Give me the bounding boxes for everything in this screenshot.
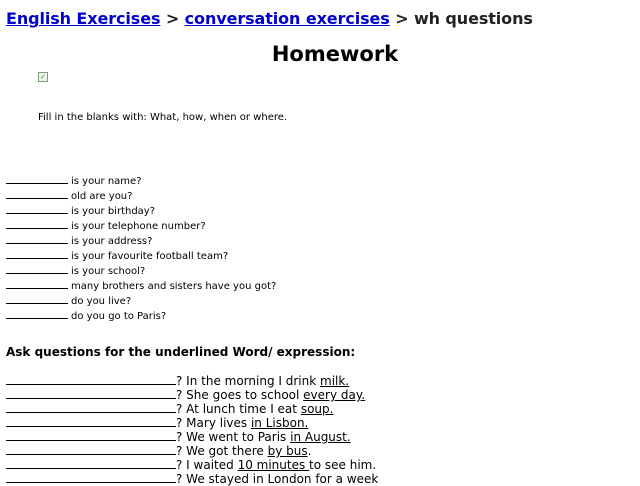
underlined-expression: in August.	[290, 430, 351, 444]
fill-in-item	[6, 263, 276, 278]
answer-blank[interactable]	[6, 218, 68, 229]
question-text: is your school?	[71, 266, 146, 277]
sentence-text: ? I waited	[176, 458, 238, 472]
answer-blank[interactable]	[6, 415, 176, 427]
answer-blank[interactable]	[6, 443, 176, 455]
sentence-text: ? We stayed in London for a week	[176, 472, 379, 486]
answer-blank[interactable]	[6, 471, 176, 483]
sentence-suffix: to see him.	[309, 458, 377, 472]
answer-blank[interactable]	[6, 308, 68, 319]
fill-in-item	[6, 293, 276, 308]
fill-in-list	[6, 173, 276, 323]
question-text: is your telephone number?	[71, 221, 206, 232]
answer-blank[interactable]	[6, 203, 68, 214]
ask-question-item	[6, 471, 378, 485]
answer-blank[interactable]	[6, 401, 176, 413]
ask-questions-heading: Ask questions for the underlined Word/ expression:	[6, 345, 356, 359]
sentence-text: ? In the morning I drink	[176, 374, 320, 388]
question-text: old are you?	[71, 191, 133, 202]
fill-in-item	[6, 248, 276, 263]
question-text: is your birthday?	[71, 206, 156, 217]
ask-question-item	[6, 415, 378, 429]
ask-question-item	[6, 387, 378, 401]
answer-blank[interactable]	[6, 173, 68, 184]
underlined-expression: by bus	[267, 444, 308, 458]
question-text: many brothers and sisters have you got?	[71, 281, 277, 292]
sentence-text: ? Mary lives	[176, 416, 251, 430]
answer-blank[interactable]	[6, 278, 68, 289]
question-text: do you live?	[71, 296, 132, 307]
breadcrumb-separator: >	[395, 9, 409, 28]
ask-question-item	[6, 443, 378, 457]
answer-blank[interactable]	[6, 457, 176, 469]
fill-in-item	[6, 233, 276, 248]
underlined-expression: every day.	[303, 388, 366, 402]
ask-question-item	[6, 373, 378, 387]
answer-blank[interactable]	[6, 387, 176, 399]
ask-question-item	[6, 401, 378, 415]
fill-in-item	[6, 278, 276, 293]
sentence-text: ? She goes to school	[176, 388, 304, 402]
breadcrumb-link-english-exercises[interactable]: English Exercises	[6, 9, 161, 28]
question-text: is your address?	[71, 236, 153, 247]
fill-in-item	[6, 188, 276, 203]
underlined-expression: soup.	[300, 402, 334, 416]
answer-blank[interactable]	[6, 263, 68, 274]
answer-blank[interactable]	[6, 248, 68, 259]
breadcrumb-current: wh questions	[413, 9, 533, 28]
checked-checkbox-icon: ✓	[38, 72, 48, 82]
breadcrumb-link-conversation-exercises[interactable]: conversation exercises	[184, 9, 390, 28]
underlined-expression: in Lisbon.	[250, 416, 309, 430]
sentence-text: ? At lunch time I eat	[176, 402, 301, 416]
fill-in-item	[6, 218, 276, 233]
answer-blank[interactable]	[6, 429, 176, 441]
answer-blank[interactable]	[6, 293, 68, 304]
fill-in-item	[6, 173, 276, 188]
fill-in-item	[6, 203, 276, 218]
underlined-expression: 10 minutes	[237, 458, 310, 472]
sentence-suffix: .	[307, 444, 312, 458]
answer-blank[interactable]	[6, 188, 68, 199]
answer-blank[interactable]	[6, 233, 68, 244]
underlined-expression: milk.	[320, 374, 350, 388]
page-title: Homework	[271, 42, 399, 66]
question-text: is your favourite football team?	[71, 251, 229, 262]
ask-question-item	[6, 429, 378, 443]
instructions-text: Fill in the blanks with: What, how, when or where.	[38, 112, 288, 123]
sentence-text: ? We went to Paris	[176, 430, 291, 444]
sentence-text: ? We got there	[176, 444, 268, 458]
breadcrumb	[6, 9, 533, 28]
ask-questions-list	[6, 373, 378, 485]
breadcrumb-separator: >	[165, 9, 180, 28]
answer-blank[interactable]	[6, 373, 176, 385]
fill-in-item	[6, 308, 276, 323]
question-text: is your name?	[71, 176, 142, 187]
ask-question-item	[6, 457, 378, 471]
question-text: do you go to Paris?	[71, 311, 167, 322]
